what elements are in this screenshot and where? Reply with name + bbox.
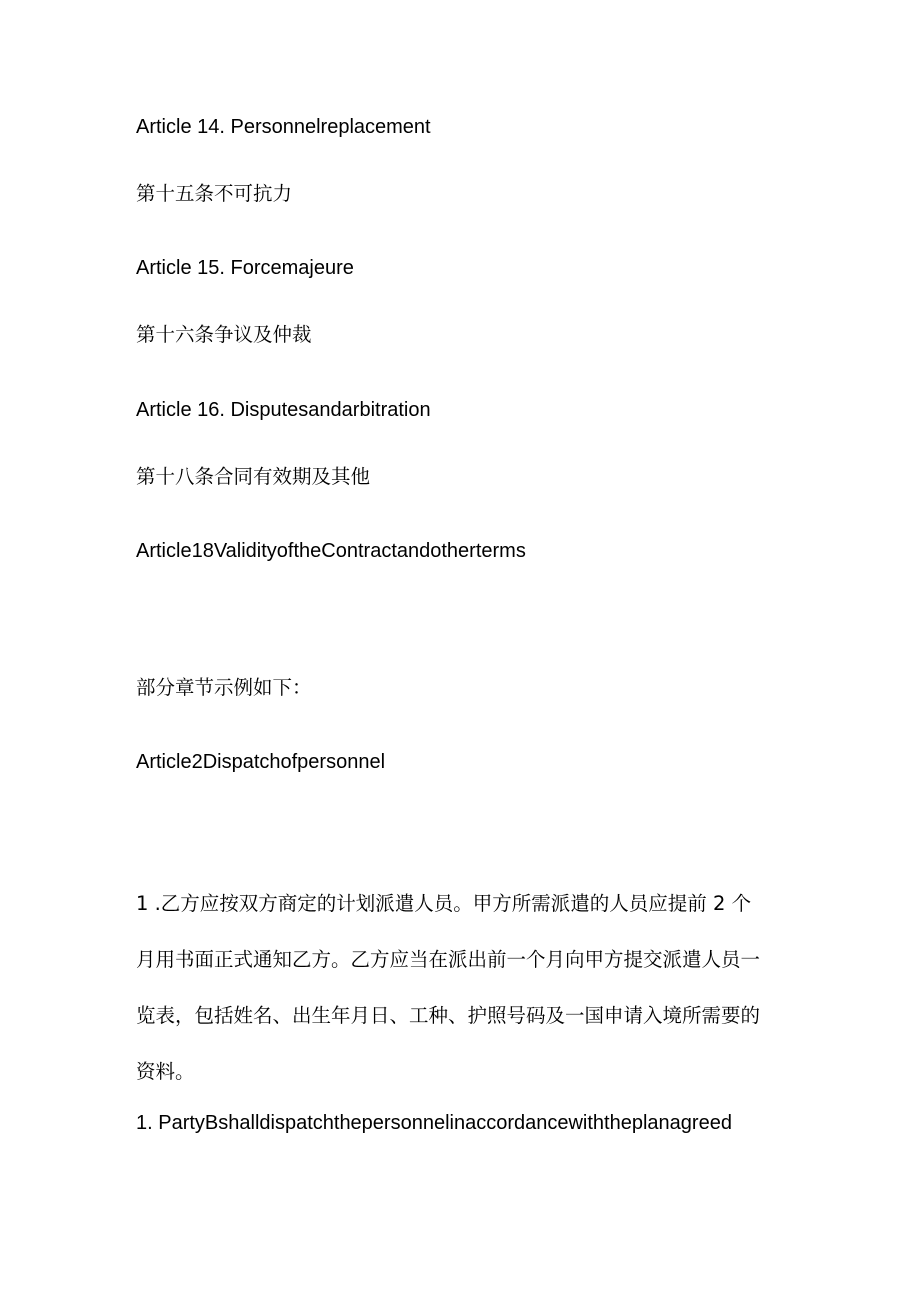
sample-sections-intro: 部分章节示例如下：	[136, 676, 312, 699]
clause-1-line-1: 1 .乙方应按双方商定的计划派遣人员。甲方所需派遣的人员应提前 2 个	[136, 892, 752, 915]
article-16-heading-cn: 第十六条争议及仲裁	[136, 323, 312, 346]
clause-1-line-2: 月用书面正式通知乙方。乙方应当在派出前一个月向甲方提交派遣人员一	[136, 948, 761, 971]
clause-1-paragraph-en: 1. PartyBshalldispatchthepersonnelinaccordancewiththeplanagreed	[136, 1112, 732, 1134]
article-15-heading: Article 15. Forcemajeure	[136, 257, 354, 279]
article-16-heading: Article 16. Disputesandarbitration	[136, 399, 431, 421]
clause-1-line-3: 览表，包括姓名、出生年月日、工种、护照号码及一国申请入境所需要的	[136, 1004, 761, 1027]
article-18-heading: Article18ValidityoftheContractandotherterms	[136, 540, 526, 562]
article-18-heading-cn: 第十八条合同有效期及其他	[136, 465, 371, 488]
clause-1-line-4: 资料。	[136, 1060, 195, 1083]
article-2-heading: Article2Dispatchofpersonnel	[136, 751, 386, 773]
article-15-heading-cn: 第十五条不可抗力	[136, 182, 293, 205]
clause-1-paragraph-cn	[136, 876, 786, 1100]
article-14-heading: Article 14. Personnelreplacement	[136, 116, 431, 138]
